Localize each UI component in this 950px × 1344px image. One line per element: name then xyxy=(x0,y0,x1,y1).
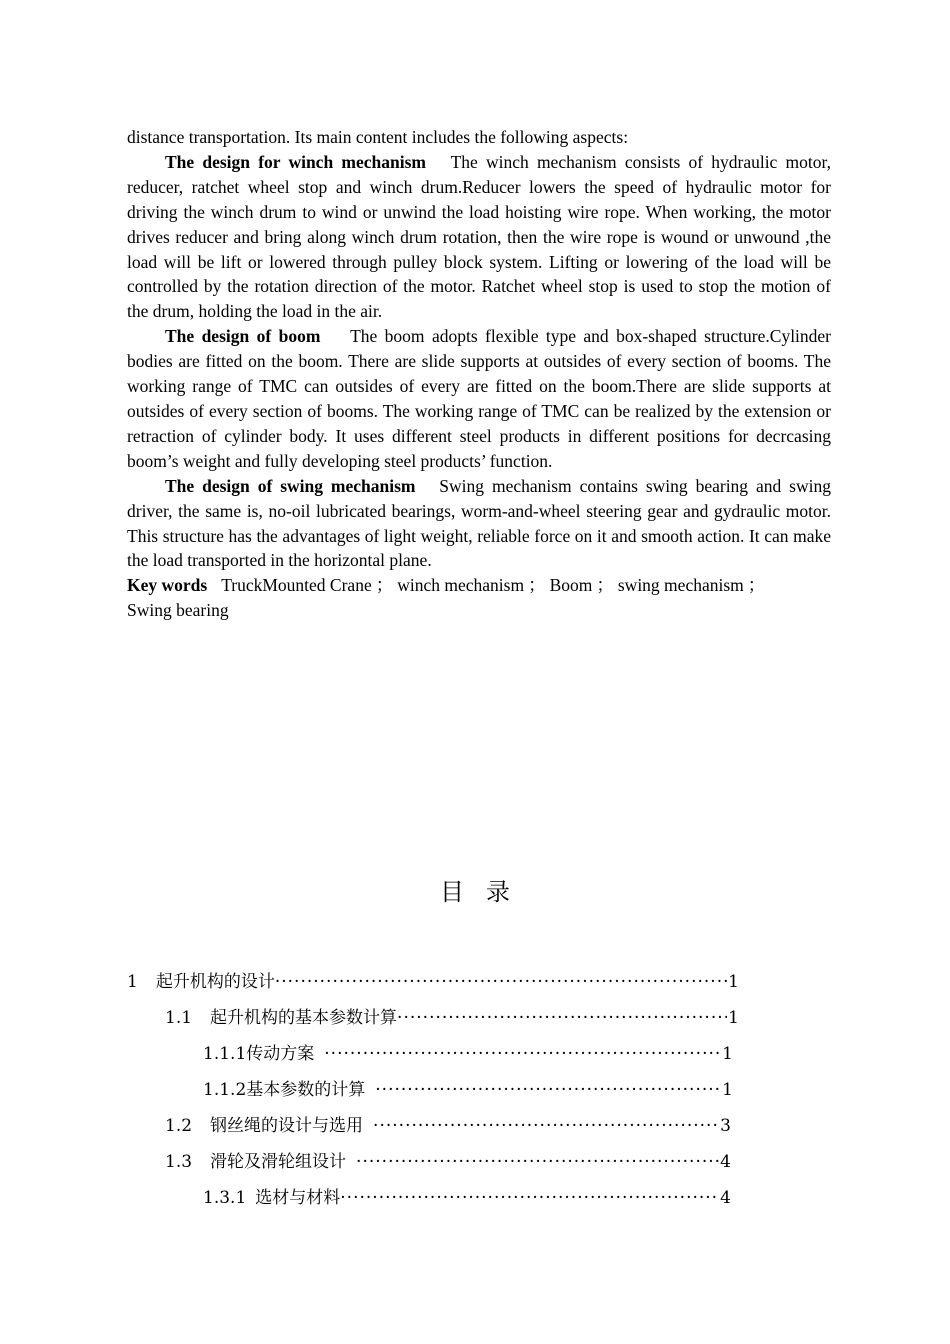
paragraph-heading: The design of boom xyxy=(165,326,321,347)
keyword-separator: ； xyxy=(596,575,614,596)
toc-entry-page: 1 xyxy=(728,972,739,992)
toc-entry-number: 1.1.1 xyxy=(203,1044,247,1064)
toc-leader-dots xyxy=(375,1080,721,1100)
toc-entry-number: 1.3 xyxy=(165,1152,193,1172)
toc-entry-title: 钢丝绳的设计与选用 xyxy=(210,1116,364,1136)
keyword: Boom xyxy=(549,575,593,596)
paragraph-heading: The design for winch mechanism xyxy=(165,151,426,172)
keyword: swing mechanism xyxy=(617,575,744,596)
toc-entry-page: 1 xyxy=(728,1008,739,1028)
toc-entry-title: 基本参数的计算 xyxy=(246,1080,366,1100)
toc-entry-title: 起升机构的基本参数计算 xyxy=(210,1008,398,1028)
toc-entry-number: 1.2 xyxy=(165,1116,193,1136)
toc-entry-title: 滑轮及滑轮组设计 xyxy=(210,1152,347,1172)
abstract-intro-line: distance transportation. Its main content includes the following aspects: xyxy=(127,127,629,147)
english-abstract xyxy=(127,125,831,623)
toc-entry-number: 1.1 xyxy=(165,1008,193,1028)
toc-leader-dots xyxy=(397,1008,727,1028)
paragraph-winch-mechanism xyxy=(127,150,831,324)
toc-entry[interactable] xyxy=(165,1003,739,1029)
toc-entry-number: 1.3.1 xyxy=(203,1188,247,1208)
toc-entry-page: 1 xyxy=(722,1080,733,1100)
keyword-separator: ； xyxy=(747,575,766,596)
toc-leader-dots xyxy=(324,1044,721,1064)
toc-entry[interactable] xyxy=(165,1147,731,1173)
toc-entry[interactable] xyxy=(203,1183,731,1209)
toc-entry[interactable] xyxy=(127,967,739,993)
toc-leader-dots xyxy=(275,972,727,992)
toc-entry[interactable] xyxy=(203,1075,733,1101)
keyword-separator: ； xyxy=(375,575,394,596)
toc-entry-title: 选材与材料 xyxy=(255,1188,341,1208)
paragraph-text: The winch mechanism consists of hydraulic motor, reducer, ratchet wheel stop and winch drum.Reducer lowers the speed of hydraulic motor for driving the winch drum to wind or unwind the load hoisting wire rope. When working, the motor drives reducer and bring along winch drum rotation, then the wire rope is wound or unwound ,the load will be lift or lowered through pulley block system. Lifting or lowering of the load will be controlled by the rotation direction of the motor. Ratchet wheel stop is used to stop the motion of the drum, holding the load in the air. xyxy=(127,151,832,322)
toc-leader-dots xyxy=(340,1188,719,1208)
paragraph-text: Swing mechanism contains swing bearing and swing driver, the same is, no-oil lubricated bearings, worm-and-wheel steering gear and gydraulic motor. This structure has the advantages of light weight, reliable force on it and smooth action. It can make the load transported in the horizontal plane. xyxy=(127,475,831,571)
toc-entry-page: 4 xyxy=(720,1188,731,1208)
toc-entry-title: 传动方案 xyxy=(246,1044,315,1064)
toc-entry-page: 3 xyxy=(720,1116,731,1136)
toc-entry[interactable] xyxy=(203,1039,733,1065)
toc-leader-dots xyxy=(356,1152,719,1172)
paragraph-text: The boom adopts flexible type and box-shaped structure.Cylinder bodies are fitted on the boom. There are slide supports at outsides of every section of booms. The working range of TMC can outsides of every are fitted on the boom.There are slide supports at outsides of every section of booms. The working range of TMC can be realized by the extension or retraction of cylinder body. It uses different steel products in different positions for decrcasing boom’s weight and fully developing steel products’ function. xyxy=(127,326,832,471)
keyword: winch mechanism xyxy=(397,575,525,596)
paragraph-heading: The design of swing mechanism xyxy=(165,475,416,496)
keywords-line xyxy=(127,573,831,623)
toc-entry-title: 起升机构的设计 xyxy=(155,972,275,992)
paragraph-boom xyxy=(127,324,831,473)
keywords-label: Key words xyxy=(127,575,208,596)
toc-entry-number: 1.1.2 xyxy=(203,1080,247,1100)
paragraph-swing-mechanism xyxy=(127,474,831,574)
toc-entry[interactable] xyxy=(165,1111,731,1137)
toc-entry-number: 1 xyxy=(127,972,138,992)
keyword-separator: ； xyxy=(528,575,546,596)
keyword: TruckMounted Crane xyxy=(221,575,372,596)
keyword: Swing bearing xyxy=(127,600,229,621)
toc-title: 目录 xyxy=(440,878,532,906)
toc-leader-dots xyxy=(373,1116,719,1136)
toc-entry-page: 1 xyxy=(722,1044,733,1064)
toc-entry-page: 4 xyxy=(720,1152,731,1172)
